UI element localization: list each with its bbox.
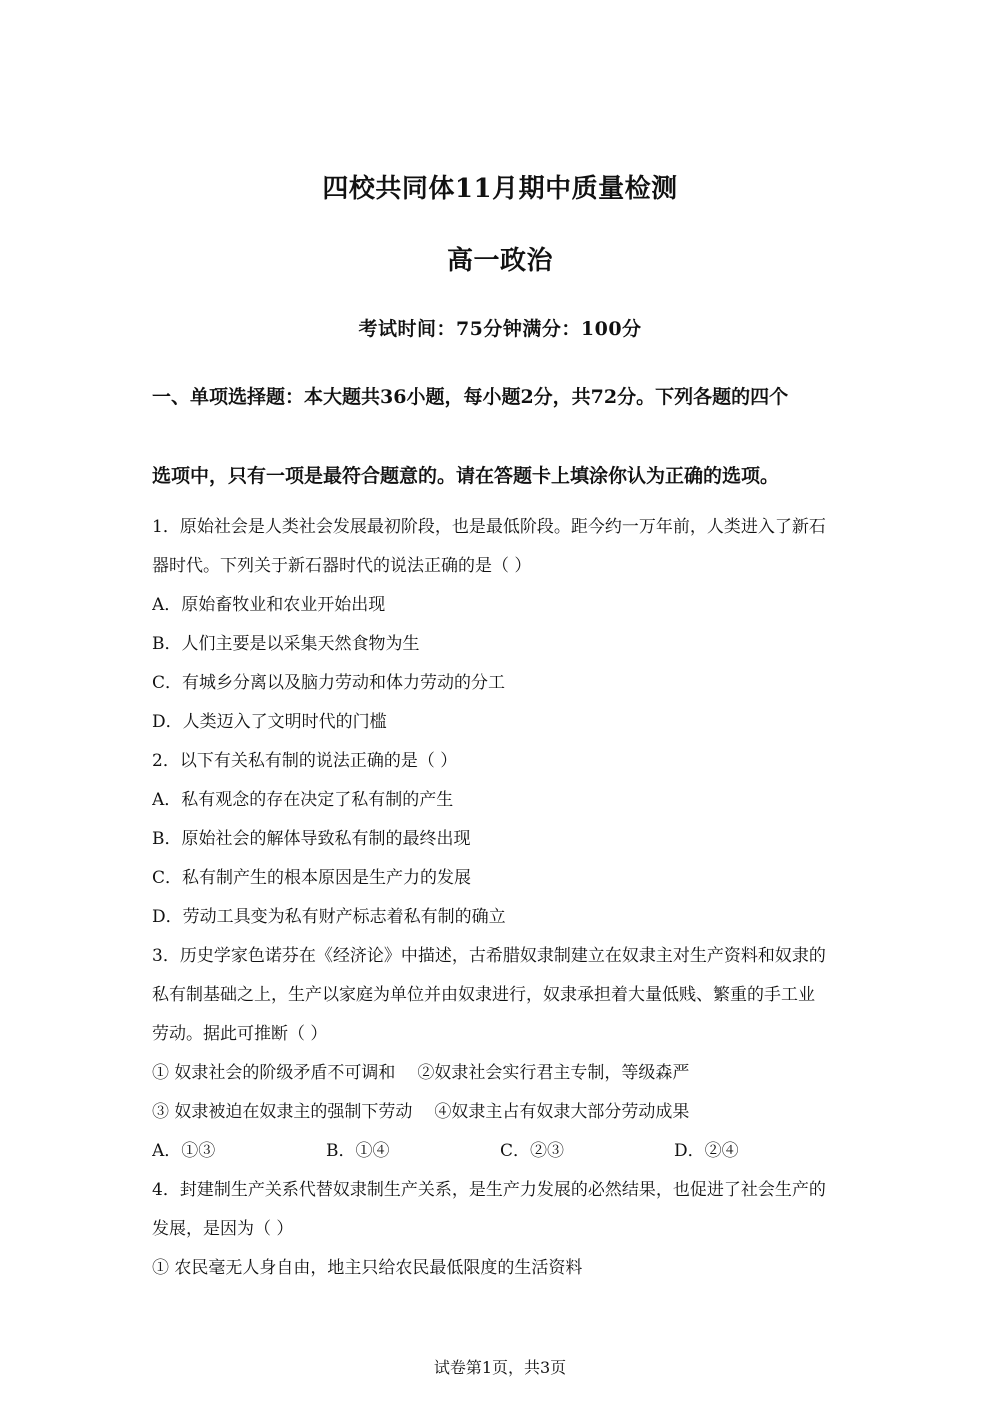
question-2-option-d: D．劳动工具变为私有财产标志着私有制的确立 (152, 907, 506, 927)
question-3-stem-line2: 私有制基础之上，生产以家庭为单位并由奴隶进行，奴隶承担着大量低贱、繁重的手工业 (152, 985, 815, 1005)
question-4-stem-line2: 发展，是因为（ ） (152, 1219, 294, 1239)
question-2-option-a: A．私有观念的存在决定了私有制的产生 (152, 790, 454, 810)
question-3-item-2: ②奴隶社会实行君主专制，等级森严 (417, 1063, 690, 1083)
page-footer: 试卷第1页，共3页 (433, 1358, 567, 1377)
question-3-options (152, 1137, 852, 1176)
question-3-option-c: C．②③ (500, 1141, 565, 1161)
exam-title: 四校共同体11月期中质量检测 (322, 174, 678, 204)
question-2-stem: 2．以下有关私有制的说法正确的是（ ） (152, 751, 458, 771)
question-4-stem-line1: 4．封建制生产关系代替奴隶制生产关系，是生产力发展的必然结果，也促进了社会生产的 (152, 1180, 826, 1200)
question-3-item-3: ③ 奴隶被迫在奴隶主的强制下劳动 (152, 1102, 413, 1122)
section-heading-line2: 选项中，只有一项是最符合题意的。请在答题卡上填涂你认为正确的选项。 (152, 465, 780, 487)
question-3-option-d: D．②④ (674, 1141, 739, 1161)
question-1-option-a: A．原始畜牧业和农业开始出现 (152, 595, 386, 615)
question-1-stem-line2: 器时代。下列关于新石器时代的说法正确的是（ ） (152, 556, 532, 576)
question-3-stem-line3: 劳动。据此可推断（ ） (152, 1024, 328, 1044)
exam-subject: 高一政治 (446, 246, 553, 276)
question-3-item-1: ① 奴隶社会的阶级矛盾不可调和 (152, 1063, 396, 1083)
question-3-items-row1 (152, 1059, 852, 1098)
question-1-option-c: C．有城乡分离以及脑力劳动和体力劳动的分工 (152, 673, 506, 693)
question-1-option-d: D．人类迈入了文明时代的门槛 (152, 712, 387, 732)
question-3-stem-line1: 3．历史学家色诺芬在《经济论》中描述，古希腊奴隶制建立在奴隶主对生产资料和奴隶的 (152, 946, 826, 966)
exam-info: 考试时间：75分钟满分：100分 (358, 318, 642, 340)
question-2-option-b: B．原始社会的解体导致私有制的最终出现 (152, 829, 471, 849)
question-3-items-row2 (152, 1098, 852, 1137)
question-3-item-4: ④奴隶主占有奴隶大部分劳动成果 (434, 1102, 690, 1122)
section-heading-line1: 一、单项选择题：本大题共36小题，每小题2分，共72分。下列各题的四个 (152, 386, 789, 408)
question-3-option-a: A．①③ (152, 1141, 216, 1161)
questions-body (152, 513, 852, 1293)
question-4-item-1: ① 农民毫无人身自由，地主只给农民最低限度的生活资料 (152, 1258, 583, 1278)
question-2-option-c: C．私有制产生的根本原因是生产力的发展 (152, 868, 472, 888)
question-3-option-b: B．①④ (326, 1141, 390, 1161)
question-1-stem-line1: 1．原始社会是人类社会发展最初阶段，也是最低阶段。距今约一万年前，人类进入了新石 (152, 517, 826, 537)
question-1-option-b: B．人们主要是以采集天然食物为生 (152, 634, 420, 654)
